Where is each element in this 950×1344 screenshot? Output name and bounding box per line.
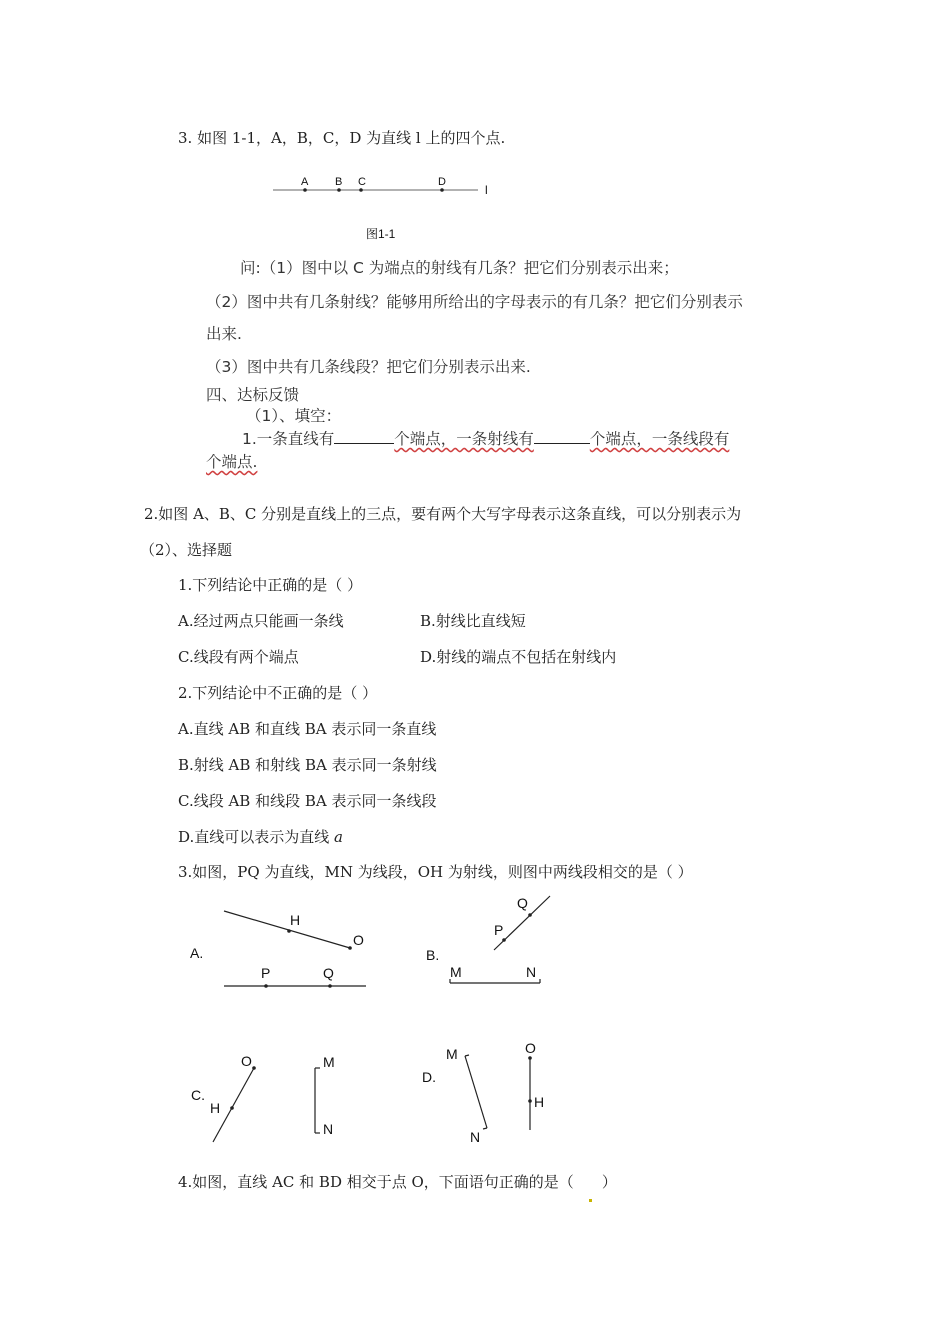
fill1-part-c: 个端点，一条线段有 xyxy=(589,430,730,448)
label-h: H xyxy=(210,1100,221,1116)
option-b-label: B. xyxy=(426,947,440,963)
option-c-label: C. xyxy=(191,1087,205,1103)
label-h: H xyxy=(534,1094,545,1110)
figure-option-a xyxy=(180,898,380,1008)
label-m: M xyxy=(446,1046,458,1062)
choice-q2-option-c: C.线段 AB 和线段 BA 表示同一条线段 xyxy=(178,792,437,810)
yellow-dot xyxy=(589,1199,592,1202)
variable-a: a xyxy=(334,828,343,846)
label-p: P xyxy=(494,922,504,938)
q3-text: 3. 如图 1-1，A，B，C，D 为直线 l 上的四个点. xyxy=(178,129,506,147)
ray-oh xyxy=(224,911,350,948)
point-h xyxy=(528,1099,532,1103)
choice-q3-stem: 3.如图，PQ 为直线，MN 为线段，OH 为射线，则图中两线段相交的是（ ） xyxy=(178,863,693,881)
blank-line-endpoints[interactable] xyxy=(334,429,394,444)
label-c: C xyxy=(358,176,366,188)
label-n: N xyxy=(323,1121,334,1137)
point-a xyxy=(303,188,307,192)
point-p xyxy=(264,984,268,988)
label-o: O xyxy=(525,1040,536,1056)
figure-caption: 图1-1 xyxy=(366,227,396,241)
choice-q1-stem: 1.下列结论中正确的是（ ） xyxy=(178,576,363,594)
option-a-label: A. xyxy=(190,945,204,961)
point-h xyxy=(287,929,291,933)
label-q: Q xyxy=(323,965,334,981)
fill1-part-a: 1.一条直线有 xyxy=(242,430,335,448)
label-m: M xyxy=(450,964,462,980)
q3-ask-3: （3）图中共有几条线段？把它们分别表示出来. xyxy=(206,358,531,376)
point-q xyxy=(528,913,532,917)
point-p xyxy=(502,938,506,942)
label-b: B xyxy=(335,176,343,188)
label-d: D xyxy=(438,176,446,188)
point-o xyxy=(348,946,352,950)
choice-q1-option-d: D.射线的端点不包括在射线内 xyxy=(420,648,617,666)
fill-question-1 xyxy=(242,429,729,449)
choice-q2-option-d xyxy=(178,827,343,847)
choice-q2-option-a: A.直线 AB 和直线 BA 表示同一条直线 xyxy=(178,720,437,738)
label-a: A xyxy=(301,176,309,188)
point-o xyxy=(252,1066,256,1070)
choice-title: （2）、选择题 xyxy=(140,541,233,559)
label-q: Q xyxy=(517,895,528,911)
q3-ask-1: 问:（1）图中以 C 为端点的射线有几条？把它们分别表示出来； xyxy=(240,259,679,277)
fill-title: （1）、填空： xyxy=(246,407,342,425)
fill1-part-d: 个端点. xyxy=(206,453,258,471)
blank-ray-endpoints[interactable] xyxy=(534,429,590,444)
option-d-prefix: D.直线可以表示为直线 xyxy=(178,828,335,846)
choice-q1-option-c: C.线段有两个端点 xyxy=(178,648,299,666)
q3-ask-2b: 出来. xyxy=(206,325,242,343)
choice-q1-option-b: B.射线比直线短 xyxy=(420,612,526,630)
label-l: l xyxy=(485,183,488,197)
label-n: N xyxy=(470,1129,481,1145)
q3-ask-2a: （2）图中共有几条射线？能够用所给出的字母表示的有几条？把它们分别表示 xyxy=(206,293,743,311)
point-b xyxy=(337,188,341,192)
figure-option-b xyxy=(420,890,600,1000)
label-h: H xyxy=(290,912,301,928)
point-c xyxy=(359,188,363,192)
q2-fill-text: 2.如图 A、B、C 分别是直线上的三点，要有两个大写字母表示这条直线，可以分别表示为 xyxy=(144,505,742,523)
point-d xyxy=(440,188,444,192)
q4-stem-b: ） xyxy=(601,1173,617,1191)
choice-q1-option-a: A.经过两点只能画一条线 xyxy=(178,612,344,630)
label-m: M xyxy=(323,1054,335,1070)
label-p: P xyxy=(261,965,271,981)
figure-option-d xyxy=(420,1038,590,1148)
section-4-title: 四、达标反馈 xyxy=(206,386,300,404)
figure-1-1 xyxy=(268,168,508,258)
segment-mn xyxy=(465,1056,487,1128)
point-q xyxy=(328,984,332,988)
label-o: O xyxy=(353,932,364,948)
q4-stem-a: 4.如图，直线 AC 和 BD 相交于点 O，下面语句正确的是（ xyxy=(178,1173,574,1191)
label-n: N xyxy=(526,964,537,980)
choice-q2-stem: 2.下列结论中不正确的是（ ） xyxy=(178,684,378,702)
endpoint-m-tick xyxy=(465,1055,469,1056)
fill1-part-b: 个端点，一条射线有 xyxy=(394,430,534,448)
option-d-label: D. xyxy=(422,1069,436,1085)
choice-q4-stem xyxy=(178,1172,617,1192)
label-o: O xyxy=(241,1053,252,1069)
choice-q2-option-b: B.射线 AB 和射线 BA 表示同一条射线 xyxy=(178,756,437,774)
point-o xyxy=(528,1056,532,1060)
figure-option-c xyxy=(185,1046,375,1156)
endpoint-n-tick xyxy=(483,1128,487,1129)
point-h xyxy=(230,1106,234,1110)
